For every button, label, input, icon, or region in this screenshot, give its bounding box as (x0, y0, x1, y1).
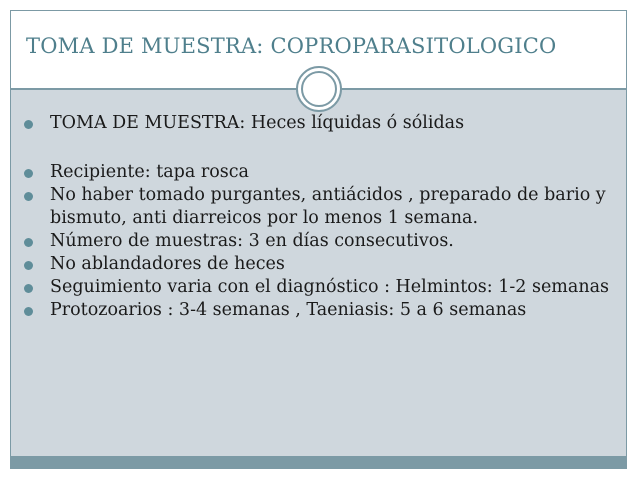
bullet-text: TOMA DE MUESTRA: Heces líquidas ó sólidas (50, 113, 465, 133)
bullet-text: Recipiente: tapa rosca (50, 162, 249, 182)
bullet-item (22, 253, 612, 276)
bullet-list (22, 112, 612, 322)
bottom-band (11, 456, 626, 468)
bullet-item (22, 299, 612, 322)
bullet-icon (24, 238, 33, 247)
bullet-item (22, 161, 612, 184)
bullet-item (22, 184, 612, 230)
inner-circle-ornament (301, 71, 337, 107)
bullet-text: Seguimiento varia con el diagnóstico : Helmintos: 1-2 semanas (50, 277, 610, 297)
bullet-icon (24, 169, 33, 178)
bullet-icon (24, 307, 33, 316)
bullet-icon (24, 284, 33, 293)
bullet-item (22, 276, 612, 299)
bullet-text: Protozoarios : 3-4 semanas , Taeniasis: 5 a 6 semanas (50, 300, 527, 320)
bullet-icon (24, 261, 33, 270)
bullet-item (22, 112, 612, 135)
bullet-icon (24, 192, 33, 201)
bullet-item (22, 230, 612, 253)
bullet-text: No haber tomado purgantes, antiácidos , preparado de bario y bismuto, anti diarreicos por lo menos 1 semana. (50, 185, 606, 228)
bullet-text: Número de muestras: 3 en días consecutivos. (50, 231, 454, 251)
bullet-icon (24, 120, 33, 129)
slide-title: TOMA DE MUESTRA: COPROPARASITOLOGICO (26, 34, 557, 58)
bullet-text: No ablandadores de heces (50, 254, 285, 274)
